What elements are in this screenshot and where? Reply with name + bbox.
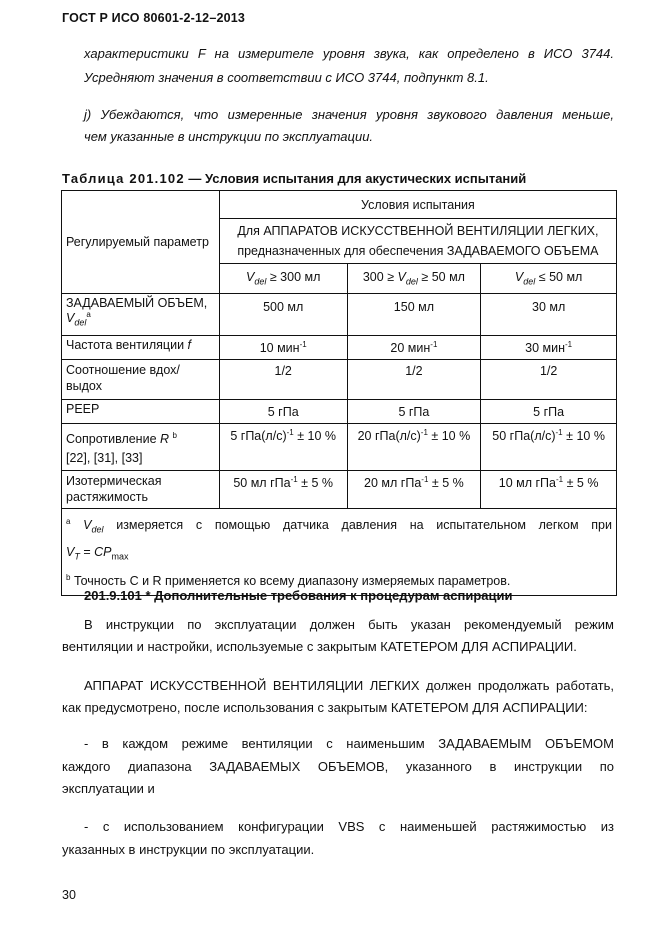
section-heading: 201.9.101 * Дополнительные требования к процедурам аспирации (84, 588, 513, 603)
bullet-1-line-2: каждого диапазона ЗАДАВАЕМЫХ ОБЪЕМОВ, указанного в инструкции по (62, 759, 614, 774)
intro-line-1: характеристики F на измерителе уровня звука, как определено в ИСО 3744. (84, 46, 614, 61)
subheader-2: $300 \ge V_{del} \ge 50$ мл (347, 264, 481, 294)
note-a-text: измеряется с помощью датчика давления на испытательном легком при (116, 518, 612, 533)
table-cell: 20 $гПа(л/с)^{-1} \pm 10$ % (347, 424, 481, 471)
row-param-ratio: Соотношение вдох/выдох (62, 360, 220, 400)
table-caption (62, 171, 526, 186)
bullet-2-line-1: - с использованием конфигурации VBS с наименьшей растяжимостью из (84, 819, 614, 834)
table-caption-text: — Условия испытания для акустических испытаний (184, 171, 527, 186)
note-b-text: Точность C и R применяется ко всему диапазону измеряемых параметров. (73, 574, 511, 589)
page-number: 30 (62, 888, 76, 902)
table-cell: 50 $гПа(л/с)^{-1} \pm 10$ % (481, 424, 617, 471)
table-cell: 1/2 (481, 360, 617, 400)
p1-line-2: вентиляции и настройки, используемые с закрытым КАТЕТЕРОМ ДЛЯ АСПИРАЦИИ. (62, 639, 577, 654)
table-cell: 5 гПа (481, 400, 617, 424)
table-cell: 1/2 (219, 360, 347, 400)
row-param-rate: Частота вентиляции f (62, 336, 220, 360)
note-a: $^a$ $V_{del}$ измеряется с помощью датчика давления на испытательном легком при (66, 517, 612, 535)
subheader-3: $V_{del} \le 50$ мл (481, 264, 617, 294)
bullet-1-line-1: - в каждом режиме вентиляции с наименьшим ЗАДАВАЕМЫМ ОБЪЕМОМ (84, 736, 614, 751)
note-b: $^b$ Точность C и R применяется ко всему диапазону измеряемых параметров. (66, 573, 511, 589)
table-cell: 10 мин$^{-1}$ (219, 336, 347, 360)
row-param-resistance: Сопротивление R $^b$ [22], [31], [33] (62, 424, 220, 471)
table-cell: 150 мл (347, 294, 481, 336)
row-param-volume: ЗАДАВАЕМЫЙ ОБЪЕМ, $V_{del}^a$ (62, 294, 220, 336)
item-j-line-2: чем указанные в инструкции по эксплуатации. (84, 129, 374, 144)
table-cell: 50 мл гПа$^{-1}$ ± 5 % (219, 471, 347, 509)
table-cell: 30 мин$^{-1}$ (481, 336, 617, 360)
p2-line-2: как предусмотрено, после использования с закрытым КАТЕТЕРОМ ДЛЯ АСПИРАЦИИ: (62, 700, 588, 715)
p2-line-1: АППАРАТ ИСКУССТВЕННОЙ ВЕНТИЛЯЦИИ ЛЕГКИХ должен продолжать работать, (84, 678, 614, 693)
table-cell: 500 мл (219, 294, 347, 336)
table-cell: 5 гПа (219, 400, 347, 424)
header-group: Для АППАРАТОВ ИСКУССТВЕННОЙ ВЕНТИЛЯЦИИ ЛЕГКИХ, предназначенных для обеспечения ЗАДАВАЕМОГО ОБЪЕМА (219, 219, 616, 264)
note-a-formula: $V_T = CP_{max}$ (66, 544, 129, 562)
bullet-2-line-2: указанных в инструкции по эксплуатации. (62, 842, 315, 857)
table-cell: 1/2 (347, 360, 481, 400)
table-caption-label: Таблица 201.102 (62, 171, 185, 186)
acoustic-test-conditions-table (61, 190, 617, 596)
table-cell: 5 гПа (347, 400, 481, 424)
item-j-line-1: j) Убеждаются, что измеренные значения уровня звукового давления меньше, (84, 107, 614, 122)
table-cell: 20 мл гПа$^{-1}$ ± 5 % (347, 471, 481, 509)
p1-line-1: В инструкции по эксплуатации должен быть указан рекомендуемый режим (84, 617, 614, 632)
header-conditions: Условия испытания (219, 191, 616, 219)
table-cell: 10 мл гПа$^{-1}$ ± 5 % (481, 471, 617, 509)
document-code-header: ГОСТ Р ИСО 80601-2-12–2013 (62, 11, 246, 25)
subheader-1: $V_{del} \ge 300$ мл (219, 264, 347, 294)
header-param: Регулируемый параметр (62, 191, 220, 294)
intro-line-2: Усредняют значения в соответствии с ИСО 3744, подпункт 8.1. (84, 70, 489, 85)
row-param-compliance: Изотермическая растяжимость (62, 471, 220, 509)
table-cell: 20 мин$^{-1}$ (347, 336, 481, 360)
row-param-peep: PEEP (62, 400, 220, 424)
table-cell: 30 мл (481, 294, 617, 336)
table-notes (62, 509, 617, 596)
bullet-1-line-3: эксплуатации и (62, 781, 155, 796)
table-cell: 5 $гПа(л/с)^{-1} \pm 10$ % (219, 424, 347, 471)
